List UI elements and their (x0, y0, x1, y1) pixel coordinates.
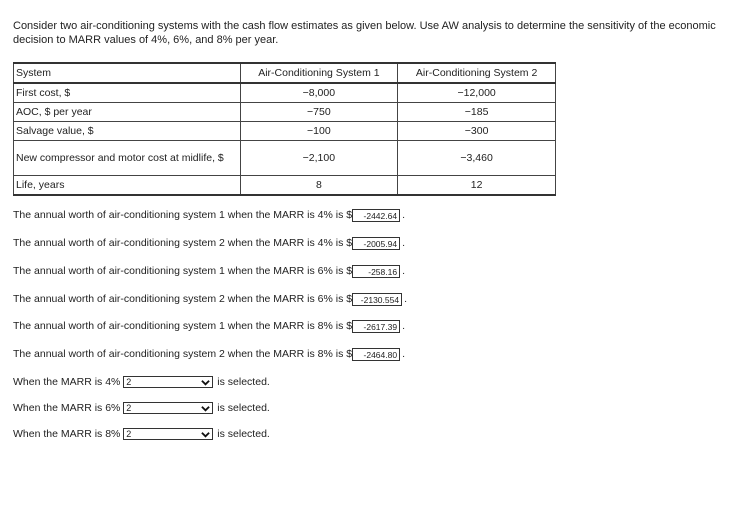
period: . (402, 265, 405, 277)
table-row (14, 141, 556, 176)
row-label: Life, years (14, 176, 241, 196)
header-system: System (14, 63, 241, 83)
aw-prompt: The annual worth of air-conditioning system 1 when the MARR is 6% is $ (13, 265, 353, 277)
selection-line (13, 375, 270, 389)
select-value: 2 (126, 377, 132, 388)
system-select[interactable] (123, 402, 213, 414)
row-value-system-2: −300 (398, 122, 556, 141)
selection-line (13, 427, 270, 441)
row-label: First cost, $ (14, 83, 241, 103)
select-value: 2 (126, 429, 132, 440)
row-value-system-1: 8 (240, 176, 398, 196)
aw-answer-line (13, 264, 405, 278)
period: . (402, 348, 405, 360)
row-value-system-2: −3,460 (398, 141, 556, 176)
period: . (404, 293, 407, 305)
aw-input[interactable]: -2617.39 (352, 320, 400, 333)
period: . (402, 237, 405, 249)
row-value-system-1: −8,000 (240, 83, 398, 103)
table-row (14, 122, 556, 141)
aw-prompt: The annual worth of air-conditioning system 2 when the MARR is 8% is $ (13, 348, 353, 360)
selection-prompt: When the MARR is 8% (13, 428, 121, 440)
selection-prompt: When the MARR is 6% (13, 402, 121, 414)
aw-input[interactable]: -2464.80 (352, 348, 400, 361)
table-row (14, 83, 556, 103)
row-value-system-2: −12,000 (398, 83, 556, 103)
header-system-1: Air-Conditioning System 1 (240, 63, 398, 83)
aw-answer-line (13, 292, 407, 306)
chevron-down-icon (201, 378, 210, 387)
aw-prompt: The annual worth of air-conditioning system 1 when the MARR is 4% is $ (13, 209, 353, 221)
aw-answer-line (13, 208, 405, 222)
aw-input[interactable]: -258.16 (352, 265, 400, 278)
select-value: 2 (126, 403, 132, 414)
aw-input[interactable]: -2442.64 (352, 209, 400, 222)
aw-input[interactable]: -2130.554 (352, 293, 402, 306)
table-row (14, 176, 556, 196)
row-value-system-1: −100 (240, 122, 398, 141)
row-label: AOC, $ per year (14, 103, 241, 122)
chevron-down-icon (201, 404, 210, 413)
row-value-system-1: −750 (240, 103, 398, 122)
aw-answer-line (13, 236, 405, 250)
row-label: Salvage value, $ (14, 122, 241, 141)
chevron-down-icon (201, 430, 210, 439)
row-value-system-2: −185 (398, 103, 556, 122)
selection-prompt: When the MARR is 4% (13, 376, 121, 388)
table-row (14, 103, 556, 122)
aw-answer-line (13, 347, 405, 361)
row-label: New compressor and motor cost at midlife, $ (14, 141, 241, 176)
aw-prompt: The annual worth of air-conditioning system 1 when the MARR is 8% is $ (13, 320, 353, 332)
period: . (402, 320, 405, 332)
aw-answer-line (13, 319, 405, 333)
selection-line (13, 401, 270, 415)
header-system-2: Air-Conditioning System 2 (398, 63, 556, 83)
table-header-row (14, 63, 556, 83)
period: . (402, 209, 405, 221)
selection-suffix: is selected. (217, 428, 270, 440)
system-select[interactable] (123, 428, 213, 440)
question-text: Consider two air-conditioning systems with the cash flow estimates as given below. Use AW analysis to determine the sensitivity of the economic decision to MARR values of 4%, 6%, and 8% per year. (13, 20, 716, 46)
selection-suffix: is selected. (217, 376, 270, 388)
aw-prompt: The annual worth of air-conditioning system 2 when the MARR is 4% is $ (13, 237, 353, 249)
row-value-system-2: 12 (398, 176, 556, 196)
aw-prompt: The annual worth of air-conditioning system 2 when the MARR is 6% is $ (13, 293, 353, 305)
selection-suffix: is selected. (217, 402, 270, 414)
row-value-system-1: −2,100 (240, 141, 398, 176)
aw-input[interactable]: -2005.94 (352, 237, 400, 250)
system-select[interactable] (123, 376, 213, 388)
cash-flow-table (13, 62, 556, 196)
